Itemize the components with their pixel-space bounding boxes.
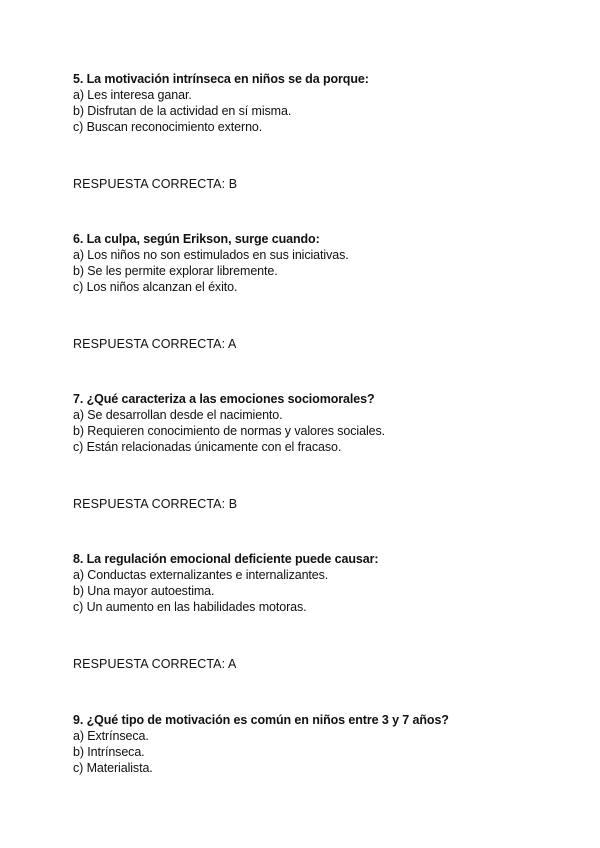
answer-7: RESPUESTA CORRECTA: B [73, 497, 238, 511]
option-c: c) Están relacionadas únicamente con el fracaso. [73, 440, 342, 454]
option-a: a) Conductas externalizantes e internalizantes. [73, 568, 329, 582]
option-c: c) Los niños alcanzan el éxito. [73, 280, 238, 294]
question-title: 5. La motivación intrínseca en niños se da porque: [73, 72, 369, 86]
option-b: b) Disfrutan de la actividad en sí misma. [73, 104, 292, 118]
option-b: b) Requieren conocimiento de normas y valores sociales. [73, 424, 386, 438]
question-title: 6. La culpa, según Erikson, surge cuando: [73, 232, 320, 246]
option-c: c) Materialista. [73, 761, 153, 775]
answer-6: RESPUESTA CORRECTA: A [73, 337, 237, 351]
option-c: c) Buscan reconocimiento externo. [73, 120, 263, 134]
option-c: c) Un aumento en las habilidades motoras. [73, 600, 307, 614]
option-b: b) Una mayor autoestima. [73, 584, 215, 598]
option-a: a) Extrínseca. [73, 729, 149, 743]
question-9 [73, 712, 573, 776]
answer-8: RESPUESTA CORRECTA: A [73, 657, 237, 671]
answer-5: RESPUESTA CORRECTA: B [73, 177, 238, 191]
question-title: 7. ¿Qué caracteriza a las emociones sociomorales? [73, 392, 375, 406]
option-a: a) Les interesa ganar. [73, 88, 192, 102]
question-7 [73, 391, 573, 455]
option-b: b) Se les permite explorar libremente. [73, 264, 278, 278]
question-5 [73, 71, 573, 135]
option-b: b) Intrínseca. [73, 745, 145, 759]
question-title: 8. La regulación emocional deficiente puede causar: [73, 552, 379, 566]
question-6 [73, 231, 573, 295]
option-a: a) Los niños no son estimulados en sus iniciativas. [73, 248, 349, 262]
option-a: a) Se desarrollan desde el nacimiento. [73, 408, 283, 422]
question-title: 9. ¿Qué tipo de motivación es común en niños entre 3 y 7 años? [73, 713, 449, 727]
question-8 [73, 551, 573, 615]
